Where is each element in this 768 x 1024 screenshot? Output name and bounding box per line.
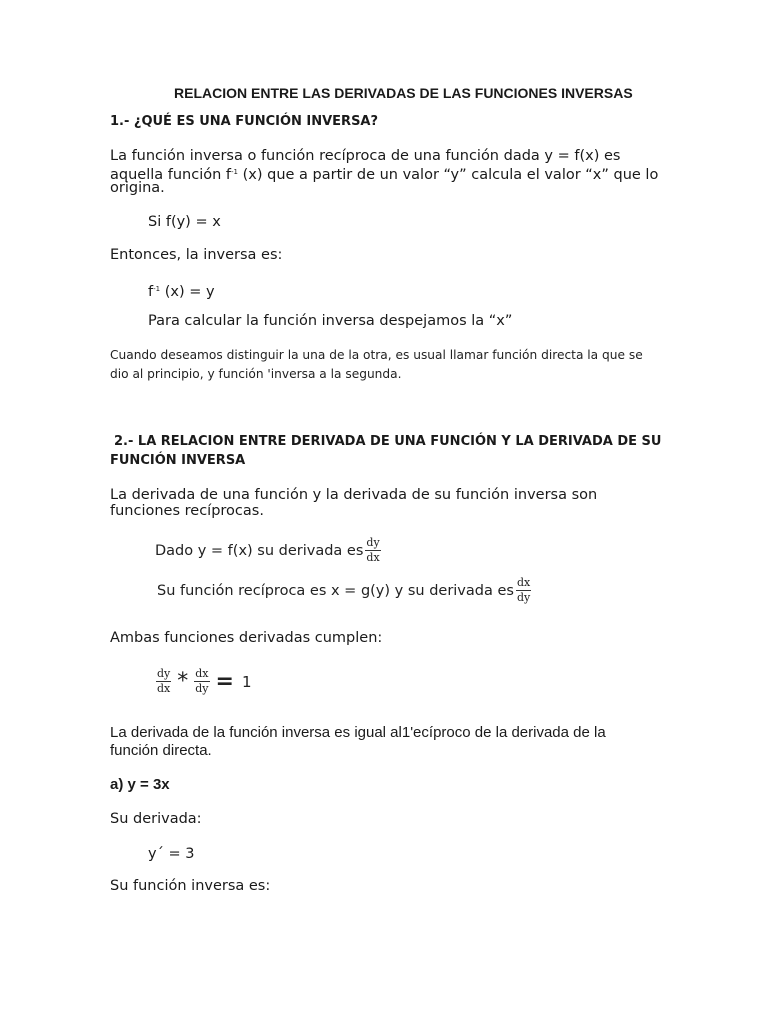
calc-text: Para calcular la función inversa despejamos la “x” <box>148 313 513 329</box>
su-inversa-text: Su función inversa es: <box>110 878 271 894</box>
su-derivada-text: Su derivada: <box>110 811 202 827</box>
y-prime-formula: y´ = 3 <box>148 846 195 862</box>
one-value: 1 <box>241 672 252 691</box>
section2-heading-line1: 2.- LA RELACION ENTRE DERIVADA DE UNA FUNCIÓN Y LA DERIVADA DE SU <box>114 434 662 449</box>
section1-heading: 1.- ¿QUÉ ES UNA FUNCIÓN INVERSA? <box>110 114 379 129</box>
note-line1: Cuando deseamos distinguir la una de la otra, es usual llamar función directa la que se <box>110 348 643 362</box>
inverse-formula: $f^{-1}$ (x) = y <box>148 284 215 300</box>
section2-paragraph2-line1: La derivada de la función inversa es igual al1'ecíproco de la derivada de la <box>110 724 606 741</box>
entonces-text: Entonces, la inversa es: <box>110 247 283 263</box>
section2-paragraph2-line2: función directa. <box>110 742 212 759</box>
dx-dy-fraction: $\frac{dx}{dy}$ <box>195 667 209 695</box>
dado-formula: Dado y = f(x) su derivada es $\frac{dy}{dx}$ <box>155 536 380 564</box>
section1-paragraph-line1: La función inversa o función recíproca de una función dada y = f(x) es <box>110 148 621 164</box>
product-formula <box>154 668 252 695</box>
equals-symbol: = <box>215 669 234 694</box>
multiply-symbol: * <box>177 669 189 694</box>
si-formula: Si f(y) = x <box>148 214 221 230</box>
note-line2: dio al principio, y función 'inversa a la segunda. <box>110 367 402 381</box>
inverse-superscript: -1 <box>231 168 238 176</box>
dy-dx-fraction: $\frac{dy}{dx}$ <box>366 536 380 564</box>
reciprocal-formula: Su función recíproca es x = g(y) y su derivada es $\frac{dx}{dy}$ <box>157 576 531 604</box>
section2-heading-line2: FUNCIÓN INVERSA <box>110 453 246 468</box>
section2-paragraph-line1: La derivada de una función y la derivada de su función inversa son <box>110 487 598 503</box>
document-title: RELACION ENTRE LAS DERIVADAS DE LAS FUNCIONES INVERSAS <box>174 85 633 101</box>
dy-dx-fraction: $\frac{dy}{dx}$ <box>157 667 171 695</box>
dx-dy-fraction: $\frac{dx}{dy}$ <box>516 576 531 604</box>
section1-paragraph-line2: aquella función $f^{-1}$ (x) que a partir de un valor “y” calcula el valor “x” que lo <box>110 167 659 183</box>
section2-paragraph-line2: funciones recíprocas. <box>110 503 264 519</box>
example-a: a) y = 3x <box>110 776 170 793</box>
section1-paragraph-line3: origina. <box>110 180 165 196</box>
ambas-text: Ambas funciones derivadas cumplen: <box>110 630 383 646</box>
